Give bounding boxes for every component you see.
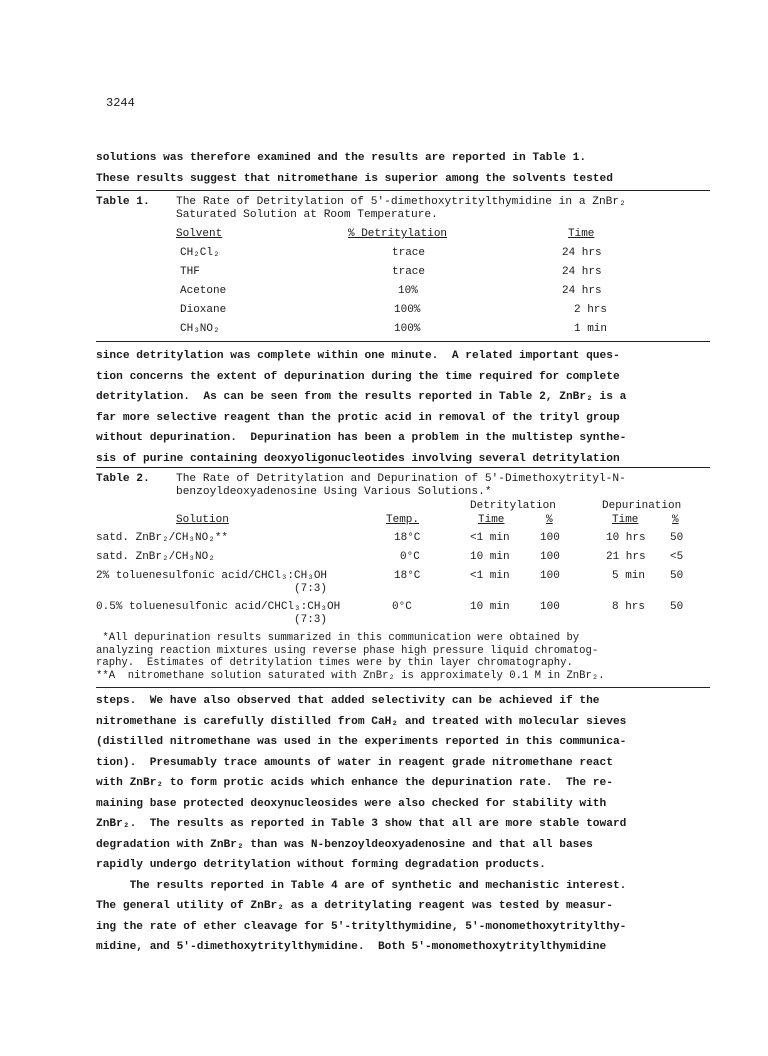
- text-line: (distilled nitromethane was used in the experiments reported in this communica-: [96, 736, 627, 748]
- footnote-line: analyzing reaction mixtures using reverse phase high pressure liquid chromatog-: [96, 644, 599, 657]
- table2-cell-dep-time: 5 min: [612, 570, 646, 582]
- table1-cell: 100%: [394, 323, 421, 335]
- table2-header-temp: Temp.: [386, 514, 420, 526]
- table1-cell: Acetone: [180, 285, 227, 297]
- table2-cell-det-pct: 100: [540, 532, 560, 544]
- table2-cell-solution: satd. ZnBr₂/CH₃NO₂: [96, 551, 215, 563]
- footnote-line: **A nitromethane solution saturated with ZnBr₂ is approximately 0.1 M in ZnBr₂.: [96, 669, 605, 682]
- table2-caption-line: benzoyldeoxyadenosine Using Various Solutions.*: [176, 486, 492, 498]
- text-line: sis of purine containing deoxyoligonucleotides involving several detritylation: [96, 452, 620, 465]
- footnote-line: raphy. Estimates of detritylation times were by thin layer chromatography.: [96, 657, 573, 670]
- table2-group-header-detritylation: Detritylation: [470, 500, 556, 512]
- table1-cell: 1 min: [574, 323, 608, 335]
- table2-header-dep-pct: %: [672, 514, 679, 526]
- text-line: degradation with ZnBr₂ than was N-benzoyldeoxyadenosine and that all bases: [96, 838, 593, 851]
- table2-cell-det-pct: 100: [540, 551, 560, 563]
- table2-cell-det-pct: 100: [540, 570, 560, 582]
- table2-cell-temp: 18°C: [394, 532, 421, 544]
- table2-header-dep-time: Time: [612, 514, 639, 526]
- table1-caption-line: The Rate of Detritylation of 5'-dimethoxytritylthymidine in a ZnBr₂: [176, 196, 626, 208]
- table2-group-header-depurination: Depurination: [602, 500, 682, 512]
- text-line: ZnBr₂. The results as reported in Table 3 show that all are more stable toward: [96, 818, 627, 830]
- text-line: maining base protected deoxynucleosides were also checked for stability with: [96, 797, 607, 810]
- table1-bottom-rule: [96, 341, 710, 342]
- text-line: nitromethane is carefully distilled from CaH₂ and treated with molecular sieves: [96, 715, 627, 728]
- text-line: The general utility of ZnBr₂ as a detritylating reagent was tested by measur-: [96, 900, 613, 912]
- table2-cell-dep-pct: 50: [670, 601, 684, 613]
- table1-cell: CH₂Cl₂: [180, 247, 220, 259]
- text-line: These results suggest that nitromethane is superior among the solvents tested: [96, 172, 613, 185]
- text-line: solutions was therefore examined and the results are reported in Table 1.: [96, 152, 587, 164]
- text-line: detritylation. As can be seen from the results reported in Table 2, ZnBr₂ is a: [96, 391, 627, 403]
- middle-paragraph: [96, 346, 708, 469]
- text-line: ing the rate of ether cleavage for 5'-tritylthymidine, 5'-monomethoxytritylthy-: [96, 920, 627, 933]
- table2-cell-temp: 18°C: [394, 570, 421, 582]
- table2-header-det-pct: %: [546, 514, 553, 526]
- table1-cell: Dioxane: [180, 304, 227, 316]
- table1-cell: trace: [392, 247, 426, 259]
- table2-cell-solution-cont: (7:3): [294, 583, 328, 595]
- table2-cell-dep-time: 10 hrs: [606, 532, 646, 544]
- table2-cell-solution: 2% toluenesulfonic acid/CHCl₃:CH₃OH: [96, 570, 328, 582]
- table2-bottom-rule: [96, 687, 710, 688]
- text-line: since detritylation was complete within one minute. A related important ques-: [96, 350, 620, 362]
- text-line: far more selective reagent than the protic acid in removal of the trityl group: [96, 411, 620, 424]
- table2-label: Table 2.: [96, 473, 150, 485]
- footnote-line: *All depurination results summarized in this communication were obtained by: [96, 632, 580, 644]
- table2-footnote: [96, 632, 716, 682]
- text-line: steps. We have also observed that added selectivity can be achieved if the: [96, 695, 600, 707]
- page-number: 3244: [106, 96, 135, 110]
- table2-top-rule: [96, 467, 710, 468]
- table2-cell-temp: 0°C: [400, 551, 420, 563]
- table2-cell-solution: 0.5% toluenesulfonic acid/CHCl₃:CH₃OH: [96, 601, 341, 613]
- table2-cell-dep-pct: 50: [670, 532, 684, 544]
- table2-cell-dep-pct: 50: [670, 570, 684, 582]
- table2-header-det-time: Time: [478, 514, 505, 526]
- table1-header-solvent: Solvent: [176, 228, 223, 240]
- intro-paragraph: [96, 148, 708, 189]
- table1-cell: 2 hrs: [574, 304, 608, 316]
- text-line: tion). Presumably trace amounts of water in reagent grade nitromethane react: [96, 756, 613, 769]
- table1-top-rule: [96, 190, 710, 191]
- table1-cell: 24 hrs: [562, 247, 602, 259]
- table1-cell: 24 hrs: [562, 266, 602, 278]
- text-line: rapidly undergo detritylation without forming degradation products.: [96, 859, 546, 871]
- table2-cell-det-time: <1 min: [470, 570, 510, 582]
- text-line: tion concerns the extent of depurination during the time required for complete: [96, 370, 620, 383]
- table2-cell-solution: satd. ZnBr₂/CH₃NO₂**: [96, 532, 229, 544]
- table2-cell-dep-time: 8 hrs: [612, 601, 646, 613]
- table1-cell: 24 hrs: [562, 285, 602, 297]
- table2-cell-temp: 0°C: [392, 601, 412, 613]
- table1-header-detritylation: % Detritylation: [348, 228, 448, 240]
- table2-cell-det-time: 10 min: [470, 551, 510, 563]
- table1-cell: trace: [392, 266, 426, 278]
- table1-caption-line: Saturated Solution at Room Temperature.: [176, 209, 438, 221]
- table1-cell: CH₃NO₂: [180, 323, 220, 335]
- table1-label: Table 1.: [96, 196, 150, 208]
- table2-caption-line: The Rate of Detritylation and Depurination of 5'-Dimethoxytrityl-N-: [176, 473, 626, 485]
- table1-cell: 100%: [394, 304, 421, 316]
- text-line: midine, and 5'-dimethoxytritylthymidine. Both 5'-monomethoxytritylthymidine: [96, 941, 607, 953]
- table2-cell-dep-pct: <5: [670, 551, 684, 563]
- table2-cell-det-time: 10 min: [470, 601, 510, 613]
- text-line: without depurination. Depurination has been a problem in the multistep synthe-: [96, 432, 627, 444]
- text-line: The results reported in Table 4 are of synthetic and mechanistic interest.: [96, 879, 627, 892]
- table2-cell-solution-cont: (7:3): [294, 614, 328, 626]
- table1-header-time: Time: [568, 228, 595, 240]
- table2-cell-dep-time: 21 hrs: [606, 551, 646, 563]
- body-paragraph: [96, 691, 708, 958]
- table2-cell-det-time: <1 min: [470, 532, 510, 544]
- table1-cell: THF: [180, 266, 200, 278]
- table1-cell: 10%: [398, 285, 418, 297]
- table2-header-solution: Solution: [176, 514, 229, 526]
- table2-cell-det-pct: 100: [540, 601, 560, 613]
- text-line: with ZnBr₂ to form protic acids which enhance the depurination rate. The re-: [96, 777, 613, 789]
